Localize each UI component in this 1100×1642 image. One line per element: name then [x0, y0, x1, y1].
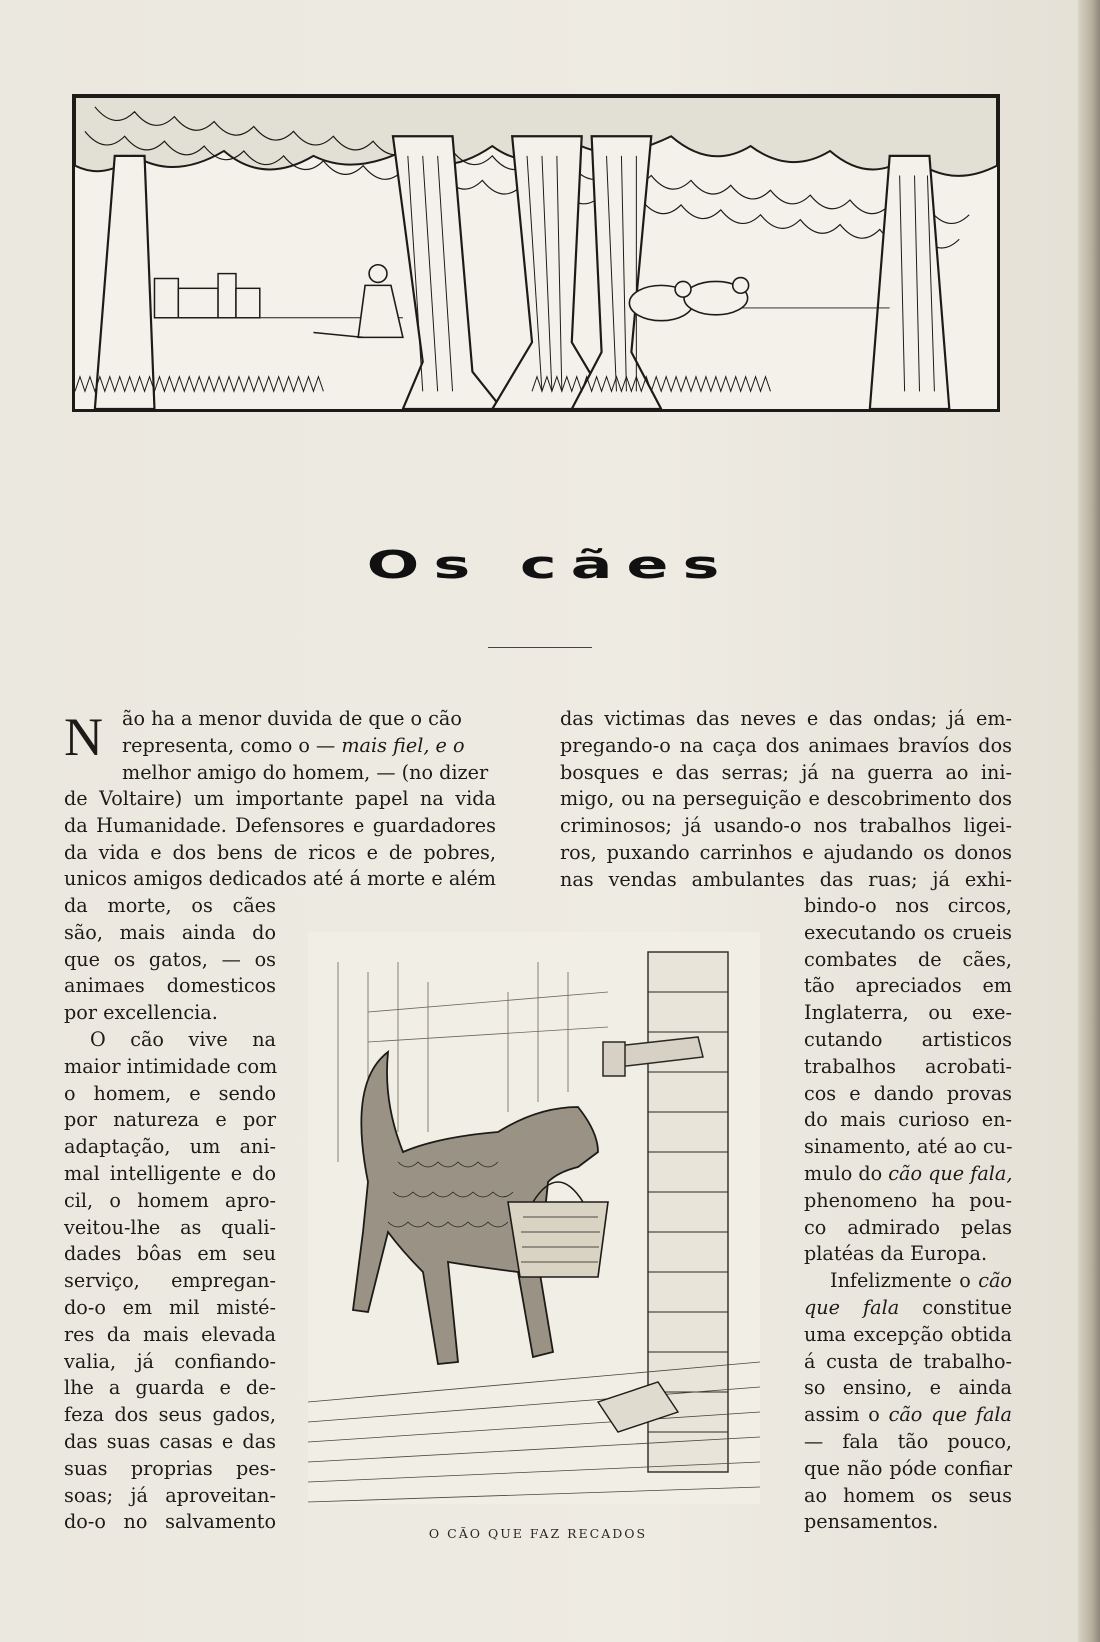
text-line: — fala tão pouco,: [804, 1429, 1012, 1453]
text-line: maior intimidade com: [64, 1054, 278, 1078]
text-line: por natureza e por: [64, 1108, 276, 1132]
text-line: melhor amigo do homem, — (no dizer: [122, 760, 489, 784]
right-column-narrow: [804, 893, 1012, 1536]
text-line: combates de cães,: [804, 947, 1012, 971]
text-line: executando os crueis: [804, 920, 1012, 944]
text-line: do-o em mil misté-: [64, 1295, 276, 1319]
text-line: mal intelligente e do: [64, 1161, 276, 1185]
text-line: migo, ou na perseguição e descobrimento dos: [560, 787, 1012, 811]
page-binding-edge: [1078, 0, 1100, 1642]
text-line: das victimas das neves e das ondas; já em-: [560, 707, 1012, 730]
text-line: veitou-lhe as quali-: [64, 1215, 276, 1239]
dog-with-bucket-engraving: [308, 932, 760, 1504]
text-line: suas proprias pes-: [64, 1456, 276, 1480]
right-column-wide: [560, 706, 1012, 894]
text-line: cos e dando provas: [804, 1081, 1012, 1105]
text-line: so ensino, e ainda: [804, 1376, 1012, 1400]
text-line: O cão vive na: [90, 1027, 276, 1051]
text-line: assim o cão que fala: [804, 1403, 1012, 1427]
figure-caption: O CÃO QUE FAZ RECADOS: [428, 1526, 648, 1541]
text-line: adaptação, um ani-: [64, 1135, 276, 1159]
text-line: do-o no salvamento: [64, 1510, 276, 1534]
text-line: trabalhos acrobati-: [804, 1054, 1012, 1078]
text-line: sinamento, até ao cu-: [804, 1135, 1013, 1159]
text-line: serviço, empregan-: [64, 1269, 276, 1293]
text-line: unicos amigos dedicados até á morte e além: [64, 867, 496, 891]
text-line: bosques e das serras; já na guerra ao ini-: [560, 760, 1012, 784]
text-line: cil, o homem apro-: [64, 1188, 276, 1212]
text-line: dades bôas em seu: [64, 1242, 276, 1266]
text-line: soas; já aproveitan-: [64, 1483, 276, 1507]
text-line: lhe a guarda e de-: [64, 1376, 276, 1400]
text-line: da vida e dos bens de ricos e de pobres,: [64, 840, 496, 864]
text-line: da morte, os cães: [64, 894, 276, 917]
text-line: das suas casas e das: [64, 1429, 276, 1453]
text-line: que fala constitue: [804, 1295, 1012, 1319]
left-column-narrow: [64, 893, 276, 1536]
text-line: representa, como o — mais fiel, e o: [122, 733, 465, 757]
article-title: Os cães: [366, 541, 734, 588]
text-line: animaes domesticos: [64, 974, 276, 998]
text-line: feza dos seus gados,: [64, 1403, 276, 1427]
text-line: mulo do cão que fala,: [804, 1161, 1013, 1185]
text-line: criminosos; já usando-o nos trabalhos ligei-: [560, 814, 1012, 838]
text-line: res da mais elevada: [64, 1322, 276, 1346]
text-line: co admirado pelas: [804, 1215, 1012, 1239]
text-line: são, mais ainda do: [64, 920, 276, 944]
text-line: platéas da Europa.: [804, 1242, 988, 1266]
text-line: valia, já confiando-: [64, 1349, 276, 1373]
text-line: Infelizmente o cão: [830, 1269, 1012, 1293]
text-line: bindo-o nos circos,: [804, 894, 1012, 917]
text-line: cutando artisticos: [804, 1027, 1012, 1051]
text-line: o homem, e sendo: [64, 1081, 276, 1105]
text-line: á custa de trabalho-: [804, 1349, 1012, 1373]
text-line: do mais curioso en-: [804, 1108, 1012, 1132]
text-line: ao homem os seus: [804, 1483, 1012, 1507]
text-line: que os gatos, — os: [64, 947, 276, 971]
text-line: ão ha a menor duvida de que o cão: [122, 707, 462, 730]
drop-cap: N: [64, 707, 103, 767]
text-line: pregando-o na caça dos animaes bravíos dos: [560, 733, 1012, 757]
title-divider: [488, 647, 592, 648]
left-column: [64, 706, 489, 786]
text-line: nas vendas ambulantes das ruas; já exhi-: [560, 867, 1012, 891]
text-line: tão apreciados em: [804, 974, 1012, 998]
text-line: da Humanidade. Defensores e guardadores: [64, 813, 496, 837]
text-line: phenomeno ha pou-: [804, 1188, 1012, 1212]
text-line: por excellencia.: [64, 1001, 218, 1025]
text-line: pensamentos.: [804, 1510, 939, 1534]
text-line: ros, puxando carrinhos e ajudando os donos: [560, 840, 1012, 864]
text-line: que não póde confiar: [804, 1456, 1012, 1480]
text-line: de Voltaire) um importante papel na vida: [64, 787, 496, 810]
left-column-wide: [64, 786, 496, 893]
text-line: uma excepção obtida: [804, 1322, 1012, 1346]
header-engraving-trees-and-sheep: [72, 94, 1000, 412]
text-line: Inglaterra, ou exe-: [804, 1001, 1012, 1025]
